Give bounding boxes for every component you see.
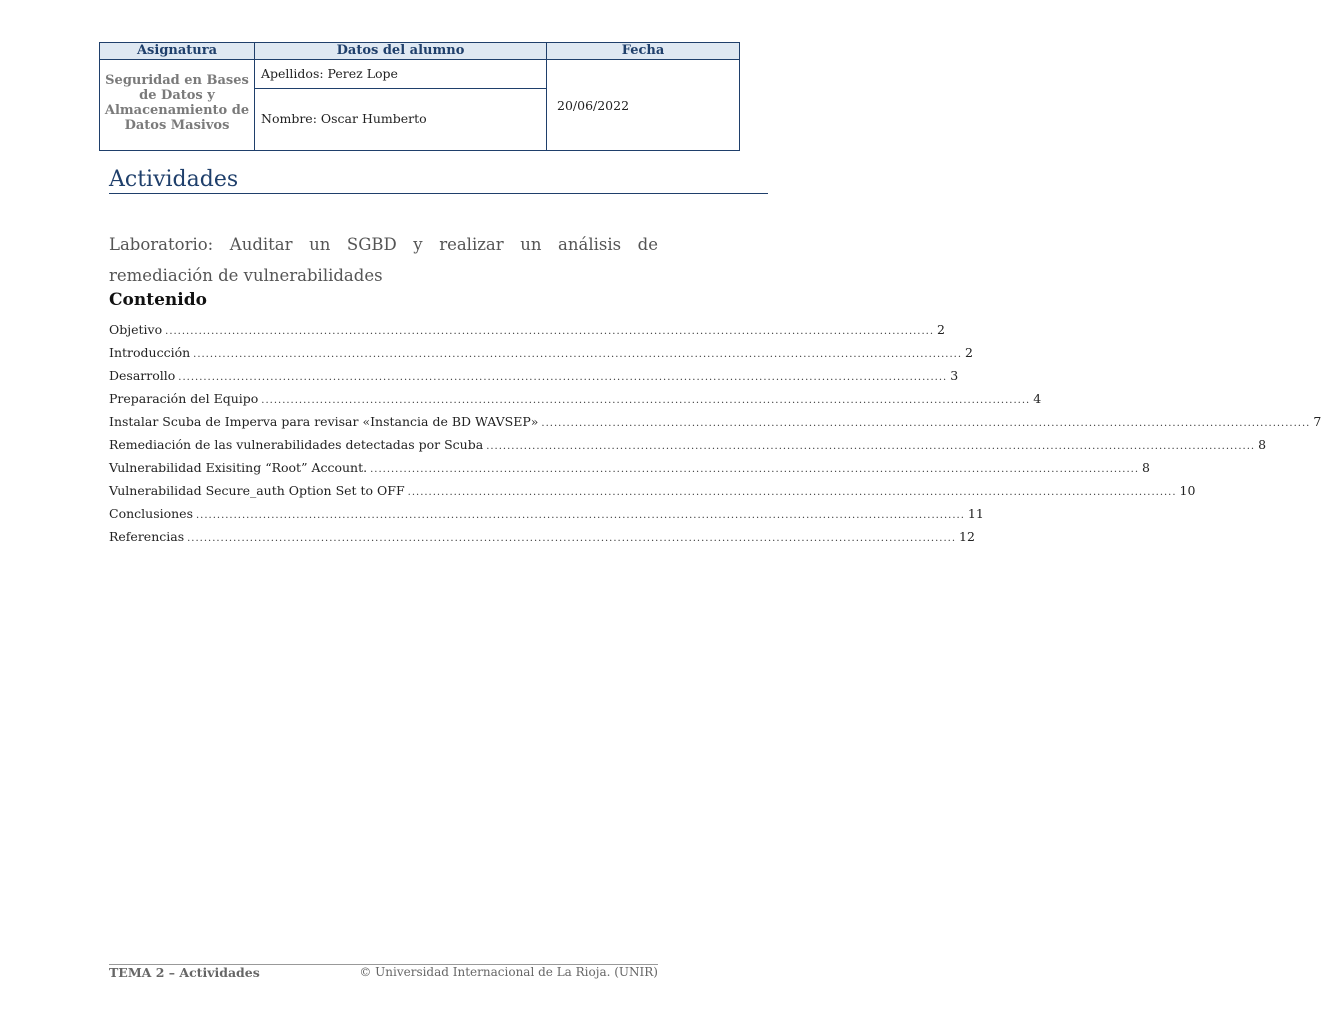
toc-item-title: Objetivo [109, 322, 163, 337]
date-value: 20/06/2022 [557, 98, 630, 113]
subject-column-header: Asignatura [100, 43, 254, 60]
toc-item-title: Instalar Scuba de Imperva para revisar «Instancia de BD WAVSEP» [109, 414, 539, 429]
toc-item-title: Referencias [109, 529, 185, 544]
subject-name: Seguridad en Bases de Datos y Almacenamiento de Datos Masivos [104, 73, 250, 133]
toc-item-title: Remediación de las vulnerabilidades detectadas por Scuba [109, 437, 484, 452]
toc-leader: ........................................................................................................................................................................................ [178, 372, 948, 383]
toc-leader: ........................................................................................................................................................................................ [193, 349, 963, 360]
toc-item[interactable] [109, 479, 1196, 502]
toc-item[interactable] [109, 341, 973, 364]
toc-item[interactable] [109, 525, 975, 548]
footer-topic: TEMA 2 – Actividades [109, 965, 260, 980]
toc-item-title: Conclusiones [109, 506, 193, 521]
student-column [255, 43, 547, 150]
toc-leader: ........................................................................................................................................................................................ [187, 533, 957, 544]
date-column [547, 43, 739, 150]
toc-item-title: Vulnerabilidad Secure_auth Option Set to OFF [109, 483, 405, 498]
lab-heading-line-1: Laboratorio: Auditar un SGBD y realizar un análisis de [109, 235, 658, 254]
header-table [99, 42, 740, 151]
toc-leader: ........................................................................................................................................................................................ [165, 326, 935, 337]
subject-column [100, 43, 255, 150]
table-of-contents [109, 318, 1321, 548]
page-title: Actividades [109, 167, 239, 192]
title-divider [109, 193, 768, 194]
toc-item-page: 12 [959, 529, 975, 544]
student-name: Nombre: Oscar Humberto [261, 111, 427, 126]
toc-leader: ........................................................................................................................................................................................ [541, 418, 1311, 429]
toc-item-page: 2 [965, 345, 973, 360]
toc-item[interactable] [109, 364, 959, 387]
toc-leader: ........................................................................................................................................................................................ [486, 441, 1256, 452]
lab-heading-line-2: remediación de vulnerabilidades [109, 266, 383, 285]
footer-copyright: © Universidad Internacional de La Rioja. (UNIR) [359, 965, 658, 979]
toc-item-page: 11 [967, 506, 984, 521]
toc-item-title: Introducción [109, 345, 191, 360]
student-column-header: Datos del alumno [255, 43, 546, 60]
contents-heading: Contenido [109, 290, 207, 310]
toc-item-page: 2 [937, 322, 945, 337]
toc-item-page: 3 [950, 368, 959, 383]
toc-item-page: 8 [1258, 437, 1267, 452]
toc-leader: ........................................................................................................................................................................................ [370, 464, 1139, 475]
date-column-header: Fecha [547, 43, 739, 60]
toc-item-page: 4 [1033, 391, 1042, 406]
toc-item[interactable] [109, 433, 1267, 456]
toc-item-page: 8 [1142, 460, 1150, 475]
toc-item[interactable] [109, 502, 984, 525]
toc-item[interactable] [109, 410, 1321, 433]
toc-leader: ........................................................................................................................................................................................ [407, 487, 1177, 498]
toc-item-title: Desarrollo [109, 368, 176, 383]
toc-item[interactable] [109, 456, 1150, 479]
toc-item-page: 7 [1313, 414, 1321, 429]
toc-leader: ........................................................................................................................................................................................ [196, 510, 965, 521]
student-surname: Apellidos: Perez Lope [255, 60, 546, 89]
toc-item-title: Vulnerabilidad Exisiting “Root” Account. [109, 460, 368, 475]
toc-item-title: Preparación del Equipo [109, 391, 259, 406]
toc-item[interactable] [109, 387, 1042, 410]
toc-item-page: 10 [1179, 483, 1196, 498]
lab-heading [109, 229, 658, 291]
toc-leader: ........................................................................................................................................................................................ [261, 395, 1031, 406]
toc-item[interactable] [109, 318, 945, 341]
